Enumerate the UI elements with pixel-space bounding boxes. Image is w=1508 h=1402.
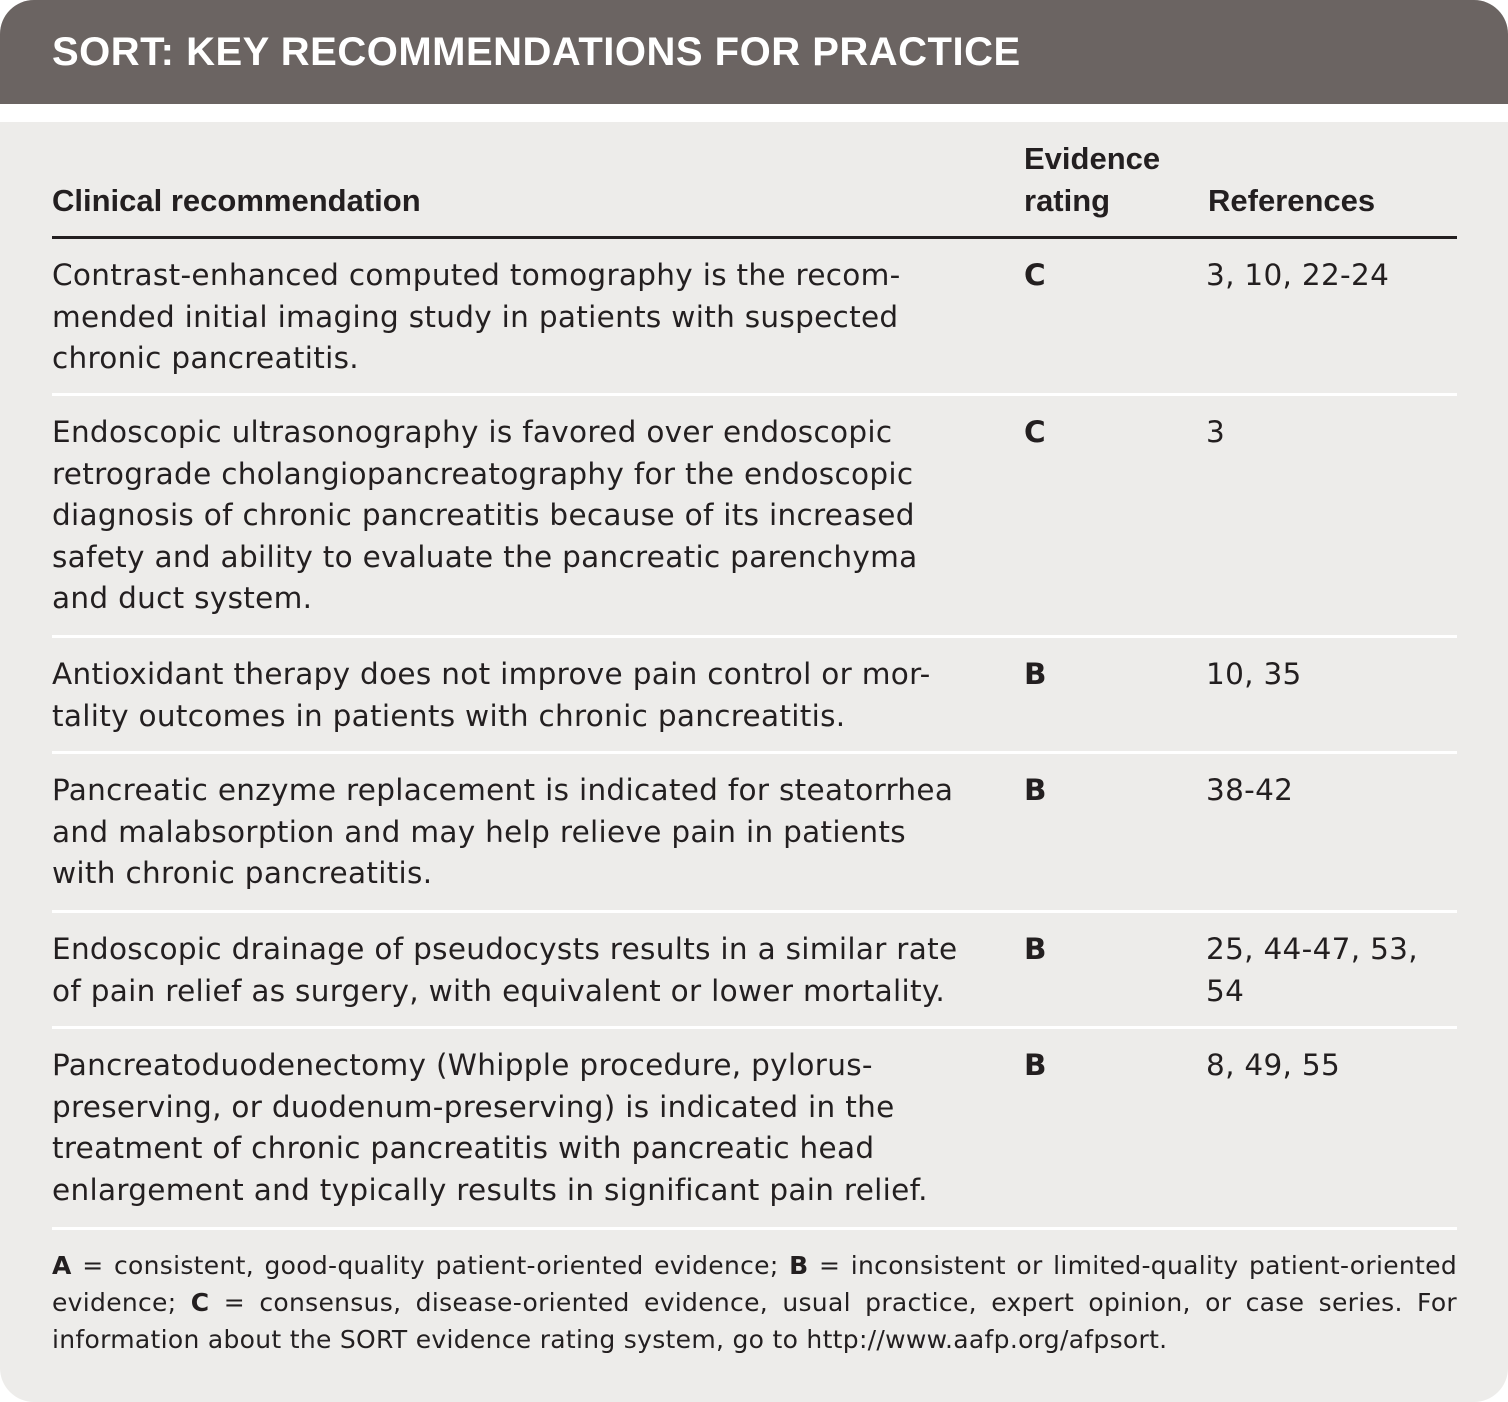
table-header — [52, 122, 1457, 236]
table-row — [52, 239, 1457, 396]
card-title: SORT: KEY RECOMMENDATIONS FOR PRACTICE — [52, 30, 1021, 74]
references-cell: 8, 49, 55 — [1206, 1048, 1341, 1082]
footnote-label-c: C — [190, 1288, 210, 1317]
table-row — [52, 396, 1457, 638]
footnote-text-a: = consistent, good-quality patient-oriented evidence; — [71, 1251, 790, 1280]
header-references: References — [1208, 183, 1376, 218]
references-cell: 3, 10, 22-24 — [1206, 258, 1390, 292]
footnote-label-b: B — [789, 1251, 809, 1280]
footnote-label-a: A — [52, 1251, 72, 1280]
header-clinical-recommendation: Clinical recommendation — [52, 183, 421, 218]
evidence-rating-cell: B — [1024, 773, 1047, 807]
table-body — [52, 239, 1457, 1230]
evidence-rating-cell: B — [1024, 932, 1047, 966]
recommendation-cell: Pancreatoduodenectomy (Whipple procedure, pylorus- preserving, or duodenum-preserving) is indicated in the treatment of chronic pancreatitis with pancreatic head enlargement and typically results in significant pain relief. — [52, 1048, 928, 1207]
recommendation-cell: Antioxidant therapy does not improve pain control or mor- tality outcomes in patients with chronic pancreatitis. — [52, 657, 931, 733]
table-row — [52, 913, 1457, 1029]
recommendation-cell: Endoscopic drainage of pseudocysts results in a similar rate of pain relief as surgery, with equivalent or lower mortality. — [52, 932, 958, 1008]
table-row — [52, 1029, 1457, 1230]
title-bar — [0, 0, 1508, 104]
references-cell: 25, 44-47, 53, 54 — [1206, 932, 1418, 1008]
recommendation-cell: Endoscopic ultrasonography is favored over endoscopic retrograde cholangiopancreatography for the endoscopic diagnosis of chronic pancreatitis because of its increased safety and ability to evaluate the pancreatic parenchyma and duct system. — [52, 415, 918, 616]
evidence-footnote — [52, 1247, 1457, 1358]
evidence-rating-cell: B — [1024, 1048, 1047, 1082]
table-row — [52, 754, 1457, 913]
table-row — [52, 638, 1457, 754]
evidence-rating-cell: B — [1024, 657, 1047, 691]
recommendation-cell: Contrast-enhanced computed tomography is the recom- mended initial imaging study in patients with suspected chronic pancreatitis. — [52, 258, 901, 376]
header-evidence-rating: Evidence rating — [1024, 141, 1161, 218]
footnote-text-b: = inconsistent or limited-quality patient-oriented evidence; — [52, 1251, 1458, 1317]
title-separator — [0, 104, 1508, 122]
evidence-rating-cell: C — [1024, 258, 1046, 292]
references-cell: 10, 35 — [1206, 657, 1302, 691]
evidence-rating-cell: C — [1024, 415, 1046, 449]
footnote-text-c: = consensus, disease-oriented evidence, usual practice, expert opinion, or case series. For information about the SORT evidence rating system, go to http://www.aafp.org/afpsort. — [52, 1288, 1457, 1354]
recommendation-cell: Pancreatic enzyme replacement is indicated for steatorrhea and malabsorption and may help relieve pain in patients with chronic pancreatitis. — [52, 773, 954, 891]
references-cell: 38-42 — [1206, 773, 1294, 807]
references-cell: 3 — [1206, 415, 1226, 449]
